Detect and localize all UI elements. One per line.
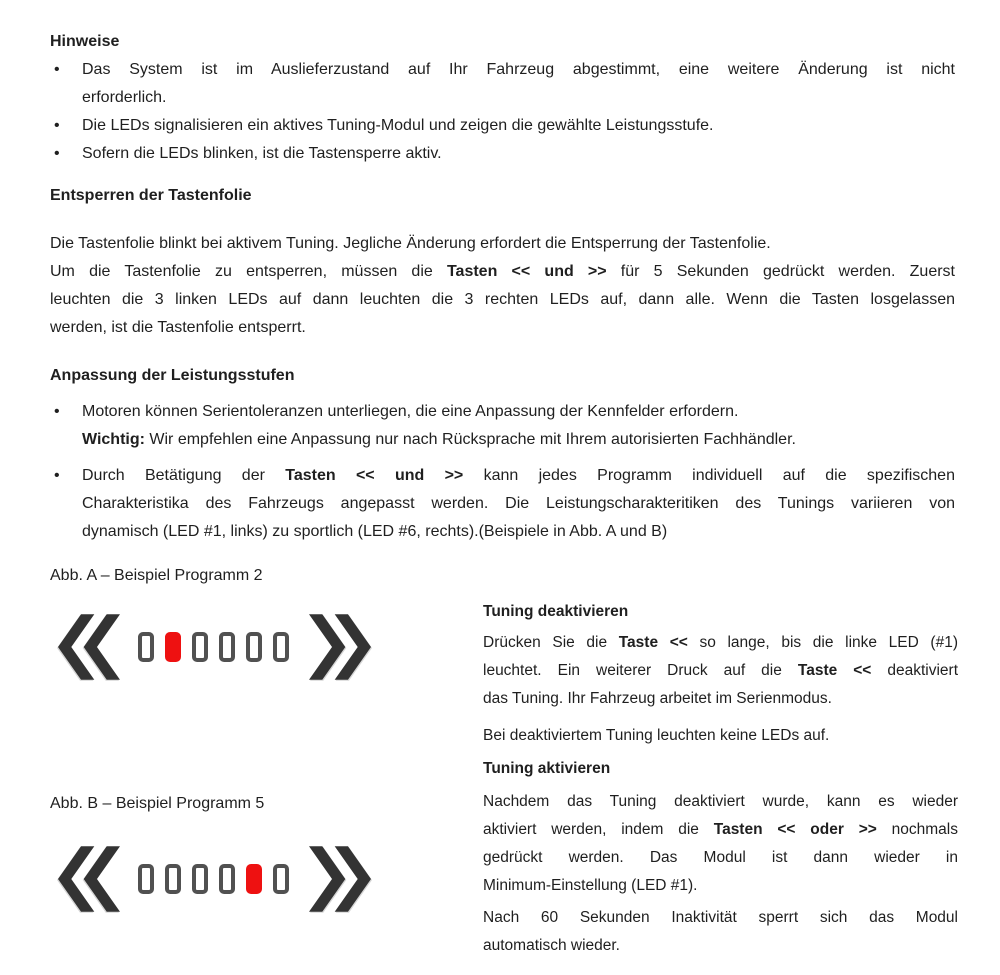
section-top-text xyxy=(50,28,955,546)
text-line: Sofern die LEDs blinken, ist die Tastensperre aktiv. xyxy=(82,145,442,162)
led-5 xyxy=(246,864,262,894)
bullet-icon: • xyxy=(54,117,60,134)
tuning-aktivieren-paragraph xyxy=(483,788,958,900)
tuning-aktivieren-note xyxy=(483,904,958,960)
bullet-item xyxy=(50,56,955,112)
text-line: Motoren können Serientoleranzen unterliegen, die eine Anpassung der Kennfelder erfordern. xyxy=(82,403,739,420)
text-line: Durch Betätigung der Tasten << und >> kann jedes Programm individuell auf die spezifischen xyxy=(82,467,955,484)
figure-column xyxy=(50,562,465,914)
double-chevron-right-icon xyxy=(309,612,371,682)
text-line: dynamisch (LED #1, links) zu sportlich (LED #6, rechts).(Beispiele in Abb. A und B) xyxy=(82,523,668,540)
bullet-icon: • xyxy=(54,403,60,420)
bullet-icon: • xyxy=(54,145,60,162)
led-row xyxy=(138,864,289,894)
heading-tuning-deaktivieren: Tuning deaktivieren xyxy=(483,603,629,620)
led-2 xyxy=(165,632,181,662)
bullet-item xyxy=(50,140,955,168)
bullet-text xyxy=(82,56,955,112)
led-4 xyxy=(219,632,235,662)
text-line: gedrückt werden. Das Modul ist dann wieder in xyxy=(483,849,958,866)
bullet-icon: • xyxy=(54,467,60,484)
double-chevron-left-icon xyxy=(58,612,120,682)
text-line: Bei deaktiviertem Tuning leuchten keine LEDs auf. xyxy=(483,727,830,744)
led-5 xyxy=(246,632,262,662)
anpassung-bullet-list xyxy=(50,398,955,546)
led-6 xyxy=(273,864,289,894)
led-4 xyxy=(219,864,235,894)
bullet-icon: • xyxy=(54,61,60,78)
bullet-item xyxy=(50,462,955,546)
text-line: Die Tastenfolie blinkt bei aktivem Tuning. Jegliche Änderung erfordert die Entsperrung der Tastenfolie. xyxy=(50,235,771,252)
text-line: Minimum-Einstellung (LED #1). xyxy=(483,877,698,894)
heading-tuning-aktivieren: Tuning aktivieren xyxy=(483,760,611,777)
bullet-item xyxy=(50,398,955,454)
text-line: Charakteristika des Fahrzeugs angepasst werden. Die Leistungscharakteritiken des Tunings variieren von xyxy=(82,495,955,512)
double-chevron-left-icon xyxy=(58,844,120,914)
text-line: Die LEDs signalisieren ein aktives Tuning-Modul und zeigen die gewählte Leistungsstufe. xyxy=(82,117,714,134)
text-line: leuchten die 3 linken LEDs auf dann leuchten die 3 rechten LEDs auf, dann alle. Wenn die Tasten losgelassen xyxy=(50,291,955,308)
led-1 xyxy=(138,632,154,662)
text-line: aktiviert werden, indem die Tasten << oder >> nochmals xyxy=(483,821,958,838)
text-line: leuchtet. Ein weiterer Druck auf die Taste << deaktiviert xyxy=(483,662,958,679)
hinweise-bullet-list xyxy=(50,56,955,168)
tuning-deaktivieren-paragraph xyxy=(483,629,958,713)
text-line: Um die Tastenfolie zu entsperren, müssen die Tasten << und >> für 5 Sekunden gedrückt werden. Zuerst xyxy=(50,263,955,280)
led-6 xyxy=(273,632,289,662)
led-2 xyxy=(165,864,181,894)
heading-entsperren: Entsperren der Tastenfolie xyxy=(50,187,252,204)
figure-b-caption: Abb. B – Beispiel Programm 5 xyxy=(50,795,265,812)
text-line: Das System ist im Auslieferzustand auf Ihr Fahrzeug abgestimmt, eine weitere Änderung ist nicht xyxy=(82,61,955,78)
text-line: das Tuning. Ihr Fahrzeug arbeitet im Serienmodus. xyxy=(483,690,832,707)
bullet-item xyxy=(50,112,955,140)
text-line: Wichtig: Wir empfehlen eine Anpassung nur nach Rücksprache mit Ihrem autorisierten Fachhändler. xyxy=(82,431,796,448)
heading-anpassung: Anpassung der Leistungsstufen xyxy=(50,367,295,384)
led-1 xyxy=(138,864,154,894)
double-chevron-right-icon xyxy=(309,844,371,914)
figure-b-led-display xyxy=(58,844,465,914)
bullet-text xyxy=(82,140,955,168)
led-3 xyxy=(192,864,208,894)
figure-a-caption: Abb. A – Beispiel Programm 2 xyxy=(50,567,263,584)
text-line: erforderlich. xyxy=(82,89,167,106)
tuning-deaktivieren-note xyxy=(483,722,958,750)
text-line: Nachdem das Tuning deaktiviert wurde, kann es wieder xyxy=(483,793,958,810)
figure-a-led-display xyxy=(58,612,465,682)
right-text-column xyxy=(483,562,958,960)
led-row xyxy=(138,632,289,662)
bullet-text xyxy=(82,112,955,140)
bullet-text xyxy=(82,398,955,454)
text-line: werden, ist die Tastenfolie entsperrt. xyxy=(50,319,306,336)
bullet-text xyxy=(82,462,955,546)
heading-hinweise: Hinweise xyxy=(50,33,120,50)
text-line: automatisch wieder. xyxy=(483,937,620,954)
text-line: Nach 60 Sekunden Inaktivität sperrt sich das Modul xyxy=(483,909,958,926)
entsperren-paragraph xyxy=(50,230,955,342)
led-3 xyxy=(192,632,208,662)
text-line: Drücken Sie die Taste << so lange, bis die linke LED (#1) xyxy=(483,634,958,651)
